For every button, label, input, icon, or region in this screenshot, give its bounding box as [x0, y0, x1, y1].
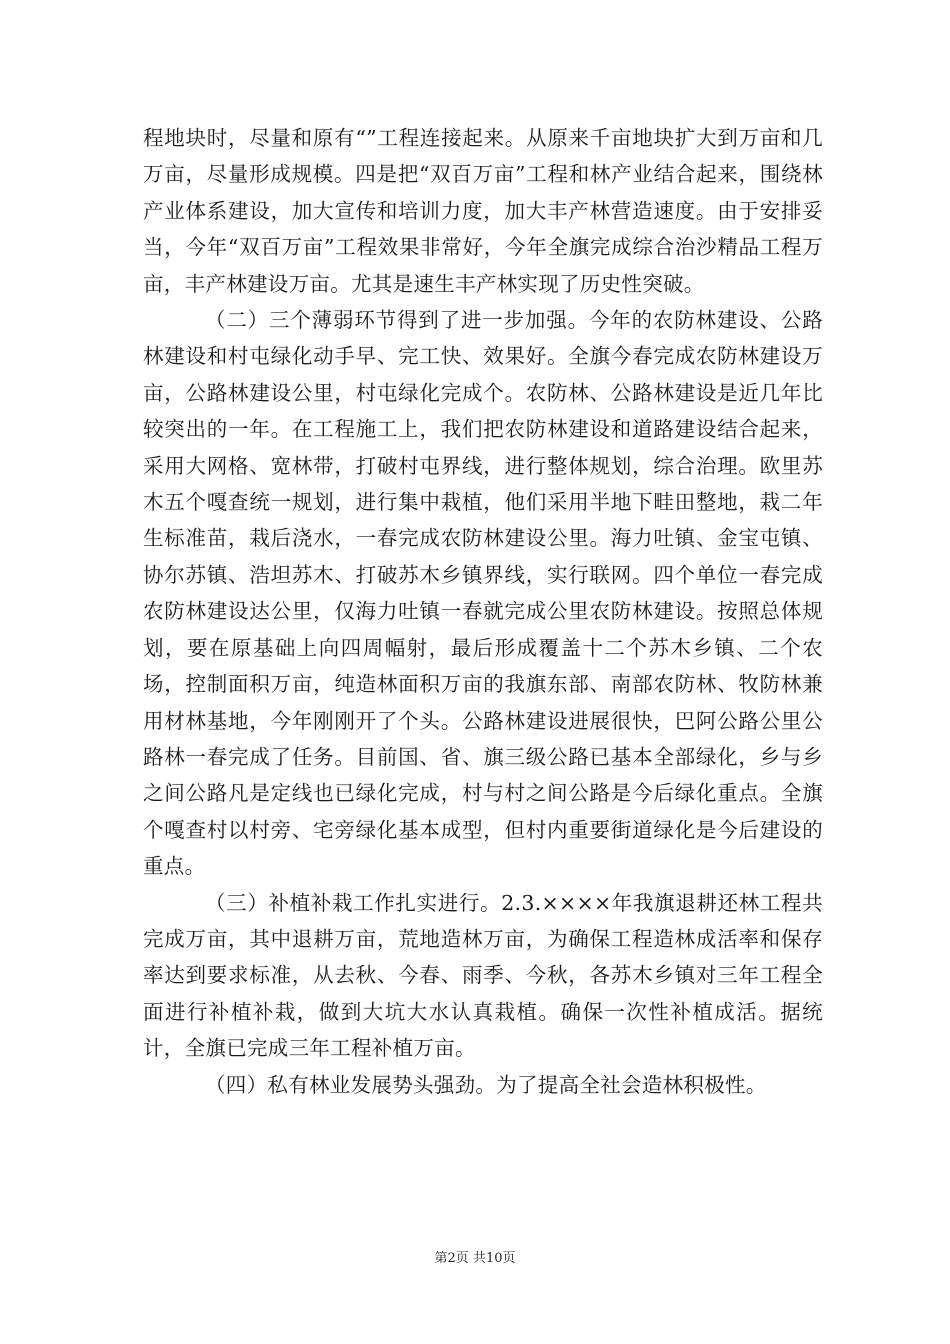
footer-middle: 页 共	[455, 1251, 486, 1266]
footer-current-page: 2	[447, 1251, 456, 1266]
footer-prefix: 第	[434, 1251, 448, 1266]
paragraph-section-2: （二）三个薄弱环节得到了进一步加强。今年的农防林建设、公路林建设和村屯绿化动手早、完工快、效果好。全旗今春完成农防林建设万亩，公路林建设公里，村屯绿化完成个。农防林、公路林建设是近几年比较突出的一年。在工程施工上，我们把农防林建设和道路建设结合起来，采用大网格、宽林带，打破村屯界线，进行整体规划，综合治理。欧里苏木五个嘎查统一规划，进行集中栽植，他们采用半地下畦田整地，栽二年生标准苗，栽后浇水，一春完成农防林建设公里。海力吐镇、金宝屯镇、协尔苏镇、浩坦苏木、打破苏木乡镇界线，实行联网。四个单位一春完成农防林建设达公里，仅海力吐镇一春就完成公里农防林建设。按照总体规划，要在原基础上向四周幅射，最后形成覆盖十二个苏木乡镇、二个农场，控制面积万亩，纯造林面积万亩的我旗东部、南部农防林、牧防林兼用材林基地，今年刚刚开了个头。公路林建设进展很快，巴阿公路公里公路林一春完成了任务。目前国、省、旗三级公路已基本全部绿化，乡与乡之间公路凡是定线也已绿化完成，村与村之间公路是今后绿化重点。全旗个嘎查村以村旁、宅旁绿化基本成型，但村内重要街道绿化是今后建设的重点。	[143, 308, 823, 879]
paragraph-section-3: （三）补植补栽工作扎实进行。2.3.××××年我旗退耕还林工程共完成万亩，其中退耕万亩，荒地造林万亩，为确保工程造林成活率和保存率达到要求标准，从去秋、今春、雨季、今秋，各苏木乡镇对三年工程全面进行补植补栽，做到大坑大水认真栽植。确保一次性补植成活。据统计，全旗已完成三年工程补植万亩。	[143, 890, 823, 1061]
page-footer	[0, 1247, 950, 1266]
paragraph-section-4: （四）私有林业发展势头强劲。为了提高全社会造林积极性。	[205, 1072, 767, 1097]
document-body	[143, 120, 823, 1103]
paragraph-continuation: 程地块时，尽量和原有“”工程连接起来。从原来千亩地块扩大到万亩和几万亩，尽量形成规模。四是把“双百万亩”工程和林产业结合起来，围绕林产业体系建设，加大宣传和培训力度，加大丰产林营造速度。由于安排妥当，今年“双百万亩”工程效果非常好，今年全旗完成综合治沙精品工程万亩，丰产林建设万亩。尤其是速生丰产林实现了历史性突破。	[143, 126, 823, 296]
footer-total-pages: 10	[485, 1251, 503, 1266]
footer-suffix: 页	[502, 1251, 516, 1266]
